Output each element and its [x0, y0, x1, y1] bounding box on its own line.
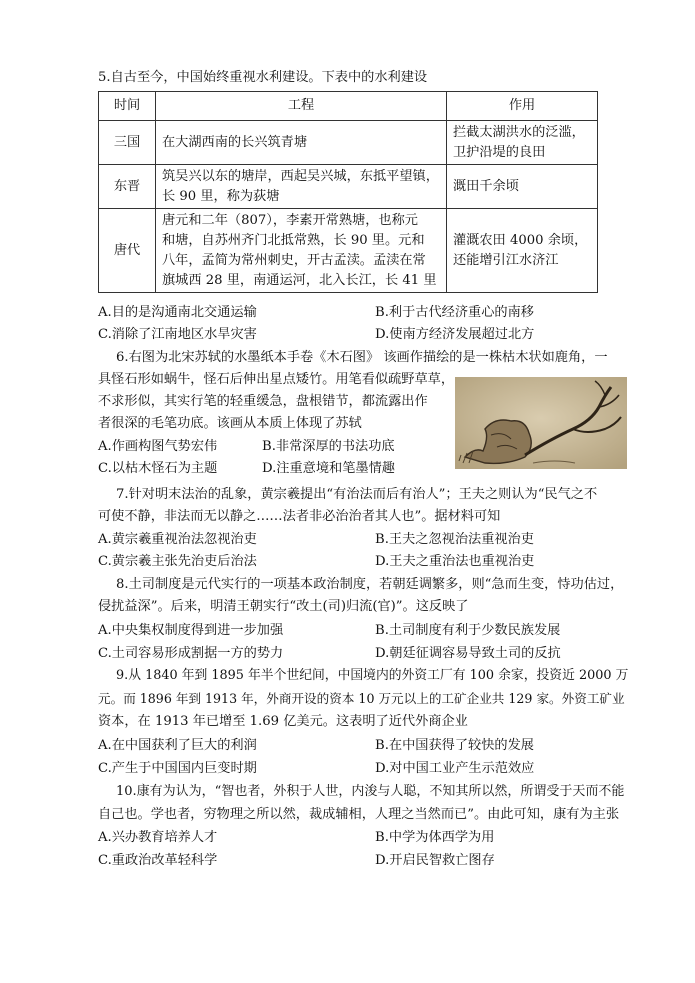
q7-line-2: 可使不静，非法而无以静之……法者非必治治者其人也”。据材料可知	[98, 509, 501, 524]
q5-option-b[interactable]: B.利于古代经济重心的南移	[375, 305, 534, 320]
table-row	[99, 209, 598, 293]
table-row	[99, 165, 598, 209]
q10-option-b[interactable]: B.中学为体西学为用	[375, 830, 495, 845]
row-effect	[447, 165, 598, 209]
q10-line-2: 自己也。学也者，穷物理之所以然，裁成辅相，人理之当然而已”。由此可知，康有为主张	[98, 807, 620, 822]
q9-option-c[interactable]: C.产生于中国国内巨变时期	[98, 761, 257, 776]
q7-option-c[interactable]: C.黄宗羲主张先治吏后治法	[98, 554, 257, 569]
water-projects-table	[98, 91, 598, 293]
q6-line-4: 者很深的毛笔功底。该画从本质上体现了苏轼	[98, 416, 362, 431]
q9-line-2: 元。而 1896 年到 1913 年，外商开设的资本 10 万元以上的工矿企业共 129 家。外资工矿业	[98, 691, 625, 706]
row-project	[156, 165, 447, 209]
q8-option-b[interactable]: B.土司制度有利于少数民族发展	[375, 623, 561, 638]
wood-and-rock-painting	[455, 377, 627, 469]
q10-option-c[interactable]: C.重政治改革轻科学	[98, 853, 218, 868]
q9-option-b[interactable]: B.在中国获得了较快的发展	[375, 738, 534, 753]
header-project: 工程	[156, 92, 447, 121]
project-line: 唐元和二年（807），李素开常熟塘，也称元	[162, 212, 418, 228]
effect-line: 卫护沿堤的良田	[453, 144, 546, 160]
q6-line-2: 具怪石形如蜗牛，怪石后伸出星点矮竹。用笔看似疏野草草，	[98, 372, 455, 387]
q7-option-b[interactable]: B.王夫之忽视治法重视治吏	[375, 532, 534, 547]
row-time: 唐代	[99, 209, 156, 293]
q6-option-d[interactable]: D.注重意境和笔墨情趣	[262, 461, 395, 476]
project-line: 筑吴兴以东的塘岸，西起吴兴城，东抵平望镇，	[162, 168, 439, 184]
header-effect: 作用	[447, 92, 598, 121]
q10-option-d[interactable]: D.开启民智救亡图存	[375, 853, 495, 868]
row-effect	[447, 121, 598, 165]
project-line: 长 90 里，称为荻塘	[162, 188, 280, 204]
q10-line-1: 10.康有为认为，“智也者，外积于人世，内浚与人聪，不知其所以然，所谓受于天而不能	[116, 784, 625, 799]
row-effect	[447, 209, 598, 293]
q9-line-1: 9.从 1840 年到 1895 年半个世纪间，中国境内的外资工厂有 100 余家，投资近 2000 万	[116, 668, 629, 683]
q6-line-3: 不求形似，其实行笔的轻重缓急，盘根错节，都流露出作	[98, 394, 428, 409]
project-line: 八年，孟简为常州刺史，开古孟渎。孟渎在常	[162, 252, 426, 268]
q6-line-1: 6.右图为北宋苏轼的水墨纸本手卷《木石图》 该画作描绘的是一株枯木状如鹿角，一	[116, 350, 608, 365]
q6-option-c[interactable]: C.以枯木怪石为主题	[98, 461, 218, 476]
q7-option-a[interactable]: A.黄宗羲重视治法忽视治吏	[98, 532, 257, 547]
q8-option-a[interactable]: A.中央集权制度得到进一步加强	[98, 623, 284, 638]
effect-line: 灌溉农田 4000 余顷，	[453, 232, 588, 248]
q8-line-1: 8.土司制度是元代实行的一项基本政治制度，若朝廷调繁多，则“急而生变，恃功估过，	[116, 577, 624, 592]
q8-option-c[interactable]: C.土司容易形成割据一方的势力	[98, 646, 284, 661]
table-row	[99, 121, 598, 165]
q5-stem: 5.自古至今，中国始终重视水利建设。下表中的水利建设	[98, 70, 428, 85]
header-time: 时间	[99, 92, 156, 121]
q5-option-a[interactable]: A.目的是沟通南北交通运输	[98, 305, 257, 320]
q9-option-d[interactable]: D.对中国工业产生示范效应	[375, 761, 535, 776]
effect-line: 还能增引江水济江	[453, 252, 559, 268]
q6-option-a[interactable]: A.作画构图气势宏伟	[98, 439, 218, 454]
row-project	[156, 209, 447, 293]
q7-option-d[interactable]: D.王夫之重治法也重视治吏	[375, 554, 535, 569]
effect-line: 拦截太湖洪水的泛滥，	[453, 124, 585, 140]
q9-option-a[interactable]: A.在中国获利了巨大的利润	[98, 738, 257, 753]
q5-option-d[interactable]: D.使南方经济发展超过北方	[375, 327, 535, 342]
q9-line-3: 资本，在 1913 年已增至 1.69 亿美元。这表明了近代外商企业	[98, 714, 468, 729]
q8-option-d[interactable]: D.朝廷征调容易导致土司的反抗	[375, 646, 561, 661]
q5-option-c[interactable]: C.消除了江南地区水旱灾害	[98, 327, 257, 342]
q10-option-a[interactable]: A.兴办教育培养人才	[98, 830, 218, 845]
q7-line-1: 7.针对明末法治的乱象，黄宗羲提出“有治法而后有治人”；王夫之则认为“民气之不	[116, 487, 598, 502]
row-project	[156, 121, 447, 165]
q8-line-2: 侵扰益深”。后来，明清王朝实行“改土(司)归流(官)”。这反映了	[98, 599, 469, 614]
table-header-row	[99, 92, 598, 121]
q6-option-b[interactable]: B.非常深厚的书法功底	[262, 439, 395, 454]
project-line: 在大湖西南的长兴筑青塘	[162, 134, 308, 150]
row-time: 东晋	[99, 165, 156, 209]
effect-line: 溉田千余顷	[453, 178, 519, 194]
project-line: 和塘，自苏州齐门北抵常熟，长 90 里。元和	[162, 232, 425, 248]
row-time: 三国	[99, 121, 156, 165]
project-line: 旗城西 28 里，南通运河，北入长江，长 41 里	[162, 272, 437, 288]
